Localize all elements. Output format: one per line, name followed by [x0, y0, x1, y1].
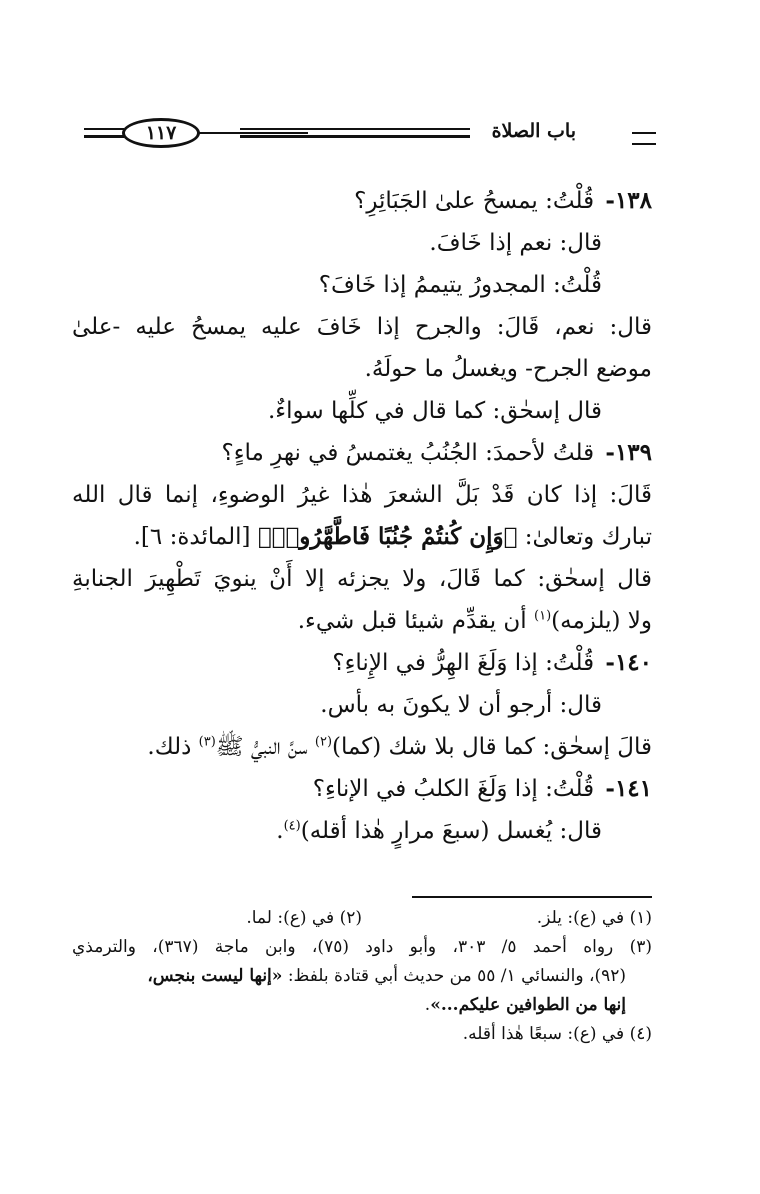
footnote-2: (٢) في (ع): لما. — [246, 908, 362, 928]
question-text: قلتُ لأحمدَ: الجُنُبُ يغتمسُ في نهرِ ماءٍ؟ — [221, 440, 595, 466]
footnote-text: . — [424, 995, 431, 1015]
question-number: ١٣٩- — [605, 439, 652, 466]
quran-verse: ﴿وَإِن كُنتُمْ جُنُبًا فَاطَّهَّرُوا۟﴾ — [257, 523, 518, 550]
page-header — [84, 118, 656, 162]
page-number: ١١٧ — [122, 118, 200, 148]
answer-line: موضع الجرح- ويغسلُ ما حولَهُ. — [364, 356, 652, 382]
answer-line: قَالَ: إذا كان قَدْ بَلَّ الشعرَ هٰذا غيرُ الوضوءِ، إنما قال الله — [72, 482, 652, 508]
answer-line — [72, 810, 652, 852]
answer-line: قال: نعم، قَالَ: والجرح إذا خَافَ عليه يمسحُ عليه -علىٰ — [72, 314, 652, 340]
answer-text: سنَّ النبيُّ ﷺ — [215, 734, 308, 760]
chapter-title: باب الصلاة — [491, 120, 576, 142]
answer-text: ذلك. — [147, 734, 192, 760]
footnote-3: (٣) رواه أحمد ٥/ ٣٠٣، وأبو داود (٧٥)، وابن ماجة (٣٦٧)، والترمذي — [72, 937, 652, 957]
question-139 — [72, 432, 652, 474]
answer-line — [72, 726, 652, 768]
answer-text: قال: يُغسل (سبعَ مرارٍ هٰذا أقله) — [300, 818, 602, 844]
question-138 — [72, 180, 652, 222]
main-text — [72, 180, 652, 852]
header-rule — [240, 128, 470, 130]
answer-text: ولا (يلزمه) — [551, 608, 652, 634]
answer-text: . — [276, 818, 284, 844]
question-141 — [72, 768, 652, 810]
answer-line: قال: أرجو أن لا يكونَ به بأس. — [320, 692, 602, 718]
answer-line — [72, 600, 652, 642]
question-number: ١٣٨- — [605, 187, 652, 214]
footnote-ref: (٣) — [198, 734, 216, 750]
hadith-quote: «إنها ليست بنجس، — [147, 966, 283, 986]
footnote-ref: (١) — [534, 608, 552, 624]
question-140 — [72, 642, 652, 684]
answer-text: أن يقدِّم شيئا قبل شيء. — [297, 608, 527, 634]
answer-text: قالَ إسحٰق: كما قال بلا شك (كما) — [332, 734, 652, 760]
footnote-text: (٩٢)، والنسائي ١/ ٥٥ من حديث أبي قتادة بلفظ: — [287, 966, 626, 986]
header-rule — [240, 135, 470, 138]
footnote-ref: (٤) — [283, 818, 301, 834]
header-ornament — [632, 132, 656, 145]
verse-reference: [المائدة: ٦]. — [133, 524, 251, 550]
header-rule — [84, 135, 124, 138]
question-text: قُلْتُ: إذا وَلَغَ الكلبُ في الإناءِ؟ — [312, 776, 595, 802]
question-line: قُلْتُ: المجدورُ يتيممُ إذا خَافَ؟ — [318, 272, 602, 298]
footnote-1: (١) في (ع): يلز. — [536, 908, 652, 928]
quran-citation-line — [72, 516, 652, 558]
citation-intro: تبارك وتعالىٰ: — [524, 524, 652, 550]
footnote-4: (٤) في (ع): سبعًا هٰذا أقله. — [462, 1024, 652, 1044]
footnotes — [72, 904, 652, 1049]
answer-line: قال: نعم إذا خَافَ. — [429, 230, 602, 256]
answer-line: قال إسحٰق: كما قَالَ، ولا يجزئه إلا أَنْ ينويَ تَطْهِيرَ الجنابةِ — [72, 566, 652, 592]
footnote-3-cont — [72, 962, 652, 991]
question-number: ١٤١- — [605, 775, 652, 802]
footnote-3-cont — [72, 991, 652, 1020]
footnote-line — [72, 904, 652, 933]
answer-line: قال إسحٰق: كما قال في كلِّها سواءٌ. — [268, 398, 602, 424]
header-rule — [84, 128, 124, 130]
question-number: ١٤٠- — [605, 649, 652, 676]
question-text: قُلْتُ: يمسحُ علىٰ الجَبَائِرِ؟ — [354, 188, 595, 214]
footnote-ref: (٢) — [314, 734, 333, 750]
question-text: قُلْتُ: إذا وَلَغَ الهِرُّ في الإِناءِ؟ — [332, 650, 595, 676]
hadith-quote: إنها من الطوافين عليكم...» — [430, 995, 626, 1015]
footnote-separator — [412, 896, 652, 898]
header-rule — [198, 132, 308, 134]
